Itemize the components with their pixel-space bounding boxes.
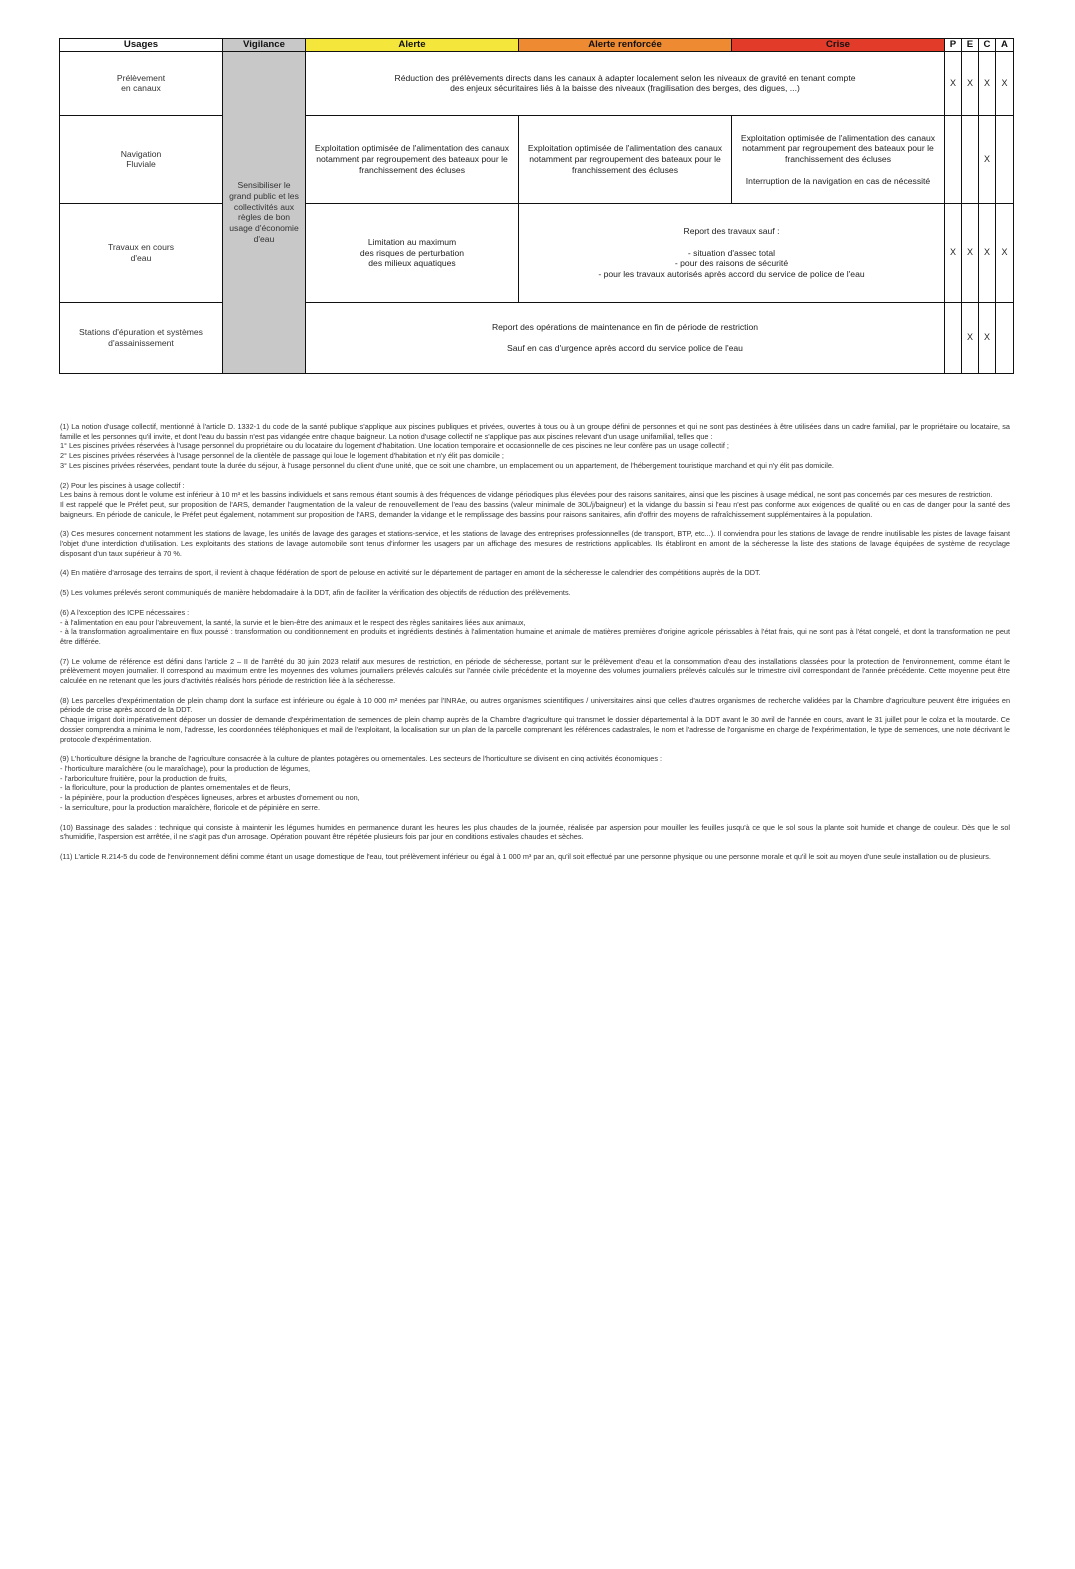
footnote-10: (10) Bassinage des salades : technique qui consiste à maintenir les légumes humides en permanence durant les heures les plus chaudes de la journée, réalisée par aspersion pour mouiller les feuilles jusqu'à ce que le sol sous la plante soit humide et change de couleur. Dès que le sol s'humidifie, l'aspersion est arrêtée, il ne s'agit pas d'un arrosage. Opération pouvant être répétée plusieurs fois par jour en conditions estivales chaudes et sèches. — [60, 822, 1010, 842]
mark-p — [945, 302, 962, 373]
footnote-5: (5) Les volumes prélevés seront communiqués de manière hebdomadaire à la DDT, afin de faciliter la vérification des objectifs de réduction des prélèvements. — [60, 588, 571, 598]
renforcee-measure-cell: Exploitation optimisée de l'alimentation des canaux notamment par regroupement des bateaux pour le franchissement des écluses — [519, 115, 732, 203]
footnote-1: (1) La notion d'usage collectif, mentionné à l'article D. 1332-1 du code de la santé publique s'applique aux piscines publiques et privées, ouvertes à tous ou à un groupe défini de personnes et qui ne sont pas destinées à être utilisées dans un cadre familial, par le propriétaire ou locataire, sa famille et les personnes qu'il invite, et dont l'eau du bassin n'est pas vidangée entre chaque baigneur. La notion d'usage collectif ne s'applique pas aux piscines relevant d'un usage unifamilial, telles que : 1° Les piscines privées réservées à l'usage personnel du propriétaire ou du locataire du logement d'habitation. Une location temporaire et occasionnelle de ces piscines ne leur confère pas un usage collectif ; 2° Les piscines privées réservées à l'usage personnel de la clientèle de passage qui loue le logement d'habitation et n'y élit pas domicile ; 3° Les piscines privées réservées, pendant toute la durée du séjour, à l'usage personnel du client d'une unité, que ce soit une chambre, un emplacement ou un appartement, de l'hébergement touristique marchand et qui n'y élit pas domicile. — [60, 422, 1010, 470]
alerte-measure-cell: Exploitation optimisée de l'alimentation des canaux notamment par regroupement des bateaux pour le franchissement des écluses — [306, 115, 519, 203]
mark-p: X — [945, 203, 962, 302]
mark-c: X — [979, 203, 996, 302]
header-alerte-renforcee: Alerte renforcée — [519, 39, 732, 52]
footnote-11: (11) L'article R.214-5 du code de l'environnement défini comme étant un usage domestique de l'eau, tout prélèvement inférieur ou égal à 1 000 m³ par an, qu'il soit effectué par une personne physique ou une personne morale et qu'il le soit au moyen d'une seule installation ou de plusieurs. — [60, 851, 991, 861]
restrictions-table — [59, 38, 1014, 374]
header-alerte: Alerte — [306, 39, 519, 52]
usage-cell: Navigation Fluviale — [60, 115, 223, 203]
usage-cell: Stations d'épuration et systèmes d'assainissement — [60, 302, 223, 373]
row-travaux-cours-eau — [60, 203, 1014, 302]
header-crise: Crise — [732, 39, 945, 52]
header-p: P — [945, 39, 962, 52]
mark-e: X — [962, 51, 979, 115]
mark-e: X — [962, 302, 979, 373]
mark-c: X — [979, 302, 996, 373]
mark-p: X — [945, 51, 962, 115]
footnotes — [60, 422, 1010, 872]
mark-e — [962, 115, 979, 203]
header-e: E — [962, 39, 979, 52]
mark-a — [996, 115, 1014, 203]
row-prelevement-canaux — [60, 51, 1014, 115]
header-a: A — [996, 39, 1014, 52]
footnote-2: (2) Pour les piscines à usage collectif : Les bains à remous dont le volume est inférieur à 10 m³ et les bassins individuels et sans remous étant soumis à des fréquences de vidange périodiques plus élevées pour des raisons sanitaires, ainsi que les piscines à usage médical, ne sont pas concernés par ces mesures de restriction. Il est rappelé que le Préfet peut, sur proposition de l'ARS, demander l'augmentation de la valeur de renouvellement de l'eau des bassins (valeur minimale de 30L/j/baigneur) et la vidange du bassin si l'eau n'est pas conforme aux exigences de qualité ou en cas de danger pour la santé des baigneurs. En période de canicule, le Préfet peut également, notamment sur proposition de l'ARS, demander la vidange et le remplissage des bassins pour raisons sanitaires, afin d'offrir des moyens de rafraîchissement supplémentaires à la population. — [60, 480, 1010, 519]
footnote-7: (7) Le volume de référence est défini dans l'article 2 – II de l'arrêté du 30 juin 2023 relatif aux mesures de restriction, en période de sécheresse, portant sur le prélèvement d'eau et la consommation d'eau des installations classées pour la protection de l'environnement, comme étant le prélèvement moyen journalier. Il correspond au maximum entre les moyennes des volumes journaliers prélevés calculés sur l'année civile précédente et la moyenne des volumes journaliers prélevés calculés sur le trimestre civil correspondant de l'année précédente. Cette moyenne peut être calculée en ne retenant que les jours d'activités réalisés hors période de restriction liée à la sécheresse. — [60, 656, 1010, 686]
crise-measure-cell: Exploitation optimisée de l'alimentation des canaux notamment par regroupement des bateaux pour le franchissement des écluses Interruption de la navigation en cas de nécessité — [732, 115, 945, 203]
mark-e: X — [962, 203, 979, 302]
alerte-measure-cell: Limitation au maximum des risques de perturbation des milieux aquatiques — [306, 203, 519, 302]
row-stations-epuration — [60, 302, 1014, 373]
vigilance-cell: Sensibiliser le grand public et les collectivités aux règles de bon usage d'économie d'eau — [223, 51, 306, 373]
usage-cell: Travaux en cours d'eau — [60, 203, 223, 302]
mark-c: X — [979, 115, 996, 203]
measure-cell: Réduction des prélèvements directs dans les canaux à adapter localement selon les niveaux de gravité en tenant compte des enjeux sécuritaires liés à la baisse des niveaux (fragilisation des berges, des digues, ...) — [306, 51, 945, 115]
footnote-3: (3) Ces mesures concernent notamment les stations de lavage, les unités de lavage des garages et stations-service, et les stations de lavage des entreprises professionnelles (de transport, BTP, etc...). Il conviendra pour les stations de lavage de rendre inutilisable les pistes de lavage faisant l'objet d'une interdiction d'utilisation. Les exploitants des stations de lavage automobile sont tenus d'informer les usagers par un affichage des mesures de restrictions applicables. Ils établiront en amont de la sécheresse la liste des stations de lavage équipées de système de recyclage disposant d'un taux supérieur à 70 %. — [60, 529, 1010, 558]
header-c: C — [979, 39, 996, 52]
footnote-4: (4) En matière d'arrosage des terrains de sport, il revient à chaque fédération de sport de pelouse en activité sur le département de partager en amont de la sécheresse le calendrier des compétitions auprès de la DDT. — [60, 568, 761, 578]
header-vigilance: Vigilance — [223, 39, 306, 52]
footnote-6: (6) A l'exception des ICPE nécessaires : - à l'alimentation en eau pour l'abreuvement, la santé, la survie et le bien-être des animaux et le respect des règles sanitaires liées aux animaux, - à la transformation agroalimentaire en flux poussé : transformation ou conditionnement en produits et ingrédients destinés à l'alimentation humaine et animale de matières premières d'origine agricole périssables à l'état frais, qui ne sont pas à l'état congelé, et dont la transformation ne peut être différée. — [60, 607, 1010, 646]
mark-a: X — [996, 203, 1014, 302]
mark-c: X — [979, 51, 996, 115]
footnote-8: (8) Les parcelles d'expérimentation de plein champ dont la surface est inférieure ou égale à 10 000 m² menées par l'INRAe, ou autres organismes scientifiques / universitaires ainsi que celles d'autres organismes de recherche validées par la Chambre d'agriculture peuvent être irriguées en période de crise après accord de la DDT. Chaque irrigant doit impérativement déposer un dossier de demande d'expérimentation de semences de plein champ auprès de la Chambre d'agriculture qui transmet le dossier départemental à la DDT avant le 30 avril de l'année en cours, avant le 31 juillet pour le colza et la moutarde. Ce dossier comprendra a minima le nom, l'adresse, les coordonnées téléphoniques et mail de l'exploitant, la localisation sur un plan de la parcelle comprenant les références cadastrales, le nom et l'adresse de l'organisme en charge de l'expérimentation, le type de semences, une note décrivant le protocole d'expérimentation. — [60, 695, 1010, 744]
header-usages: Usages — [60, 39, 223, 52]
footnote-9: (9) L'horticulture désigne la branche de l'agriculture consacrée à la culture de plantes potagères ou ornementales. Les secteurs de l'horticulture se divisent en cinq activités économiques : - l'horticulture maraîchère (ou le maraîchage), pour la production de légumes, - l'arboriculture fruitière, pour la production de fruits, - la floriculture, pour la production de plantes ornementales et de fleurs, - la pépinière, pour la production d'espèces ligneuses, arbres et arbustes d'ornement ou non, - la serriculture, pour la production maraîchère, floricole et de pépinière en serre. — [60, 754, 663, 812]
mark-a — [996, 302, 1014, 373]
row-navigation-fluviale — [60, 115, 1014, 203]
header-row — [60, 39, 1014, 52]
measure-cell: Report des opérations de maintenance en fin de période de restriction Sauf en cas d'urgence après accord du service police de l'eau — [306, 302, 945, 373]
usage-cell: Prélèvement en canaux — [60, 51, 223, 115]
renforcee-crise-measure-cell: Report des travaux sauf : - situation d'assec total - pour des raisons de sécurité - pour les travaux autorisés après accord du service de police de l'eau — [519, 203, 945, 302]
mark-a: X — [996, 51, 1014, 115]
mark-p — [945, 115, 962, 203]
